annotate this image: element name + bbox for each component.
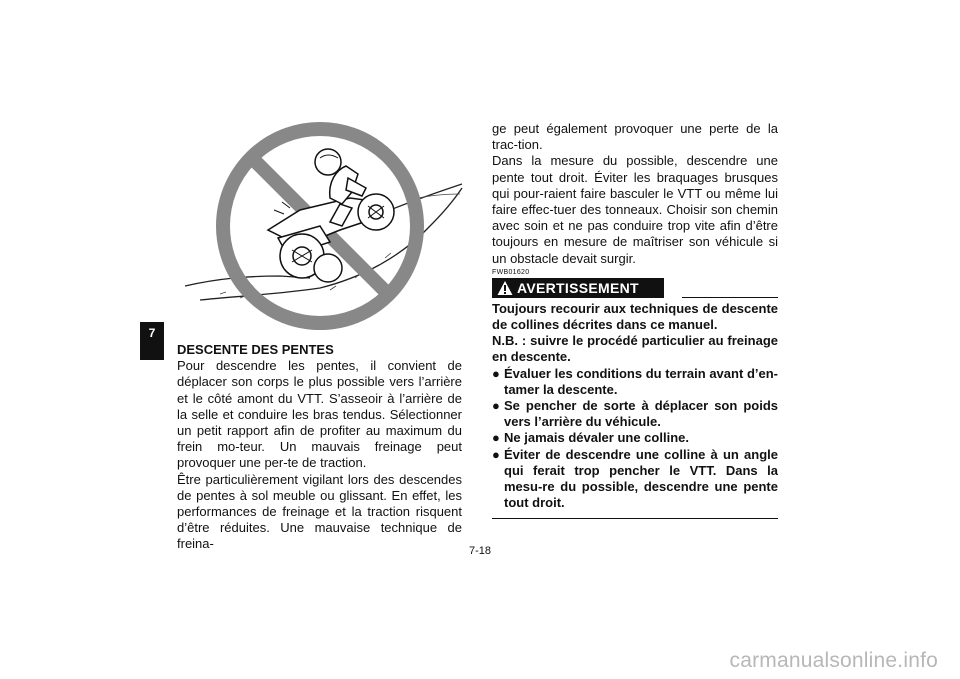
bullet-icon: ●	[492, 365, 500, 381]
bullet-icon: ●	[492, 430, 500, 446]
left-column	[177, 342, 462, 553]
warning-note: N.B. : suivre le procédé particulier au freinage en descente.	[492, 333, 778, 365]
warning-header	[492, 278, 778, 298]
right-column	[492, 121, 778, 519]
warning-label: AVERTISSEMENT	[517, 279, 639, 296]
warning-triangle-icon	[497, 280, 513, 296]
warning-badge	[492, 278, 664, 298]
section-heading: DESCENTE DES PENTES	[177, 342, 334, 357]
list-item: ● Éviter de descendre une colline à un angle qui ferait trop pencher le VTT. Dans la mesu-re du possible, descendre une pente tout droit.	[492, 446, 778, 511]
paragraph: Être particulièrement vigilant lors des descendes de pentes à sol meuble ou glissant. En effet, les performances de freinage et la traction risquent d’être réduites. Une mauvaise technique de freina-	[177, 471, 462, 552]
warning-body	[492, 301, 778, 520]
warning-list	[492, 366, 778, 512]
paragraph: ge peut également provoquer une perte de la trac-tion.	[492, 121, 778, 153]
warning-code: FWB01620	[492, 268, 530, 276]
paragraph: Dans la mesure du possible, descendre une pente tout droit. Éviter les braquages brusques qui pour-raient faire basculer le VTT ou même lui faire effec-tuer des tonneaux. Choisir son chemin avec soin et ne pas conduire trop vite afin d’être toujours en mesure de maîtriser son véhicule si un obstacle devait surgir.	[492, 153, 778, 266]
bullet-icon: ●	[492, 398, 500, 414]
page-number: 7-18	[468, 545, 492, 557]
list-item: ● Se pencher de sorte à déplacer son poids vers l’arrière du véhicule.	[492, 398, 778, 430]
warning-end-rule	[492, 518, 778, 519]
paragraph: Pour descendre les pentes, il convient de déplacer son corps le plus possible vers l’arrière et le côté amont du VTT. S’asseoir à l’arrière de la selle et conduire les bras tendus. Sélectionner un petit rapport afin de profiter au maximum du frein mo-teur. Un mauvais freinage peut provoquer une per-te de traction.	[177, 358, 462, 471]
warning-rule	[682, 297, 778, 298]
list-item: ● Évaluer les conditions du terrain avant d’en-tamer la descente.	[492, 365, 778, 397]
bullet-icon: ●	[492, 446, 500, 462]
prohibited-atv-descent-icon	[180, 118, 465, 333]
chapter-tab: 7	[140, 322, 164, 360]
watermark: carmanualsonline.info	[729, 649, 938, 672]
warning-intro: Toujours recourir aux techniques de descente de collines décrites dans ce manuel.	[492, 300, 778, 333]
list-item: ● Ne jamais dévaler une colline.	[492, 430, 689, 446]
